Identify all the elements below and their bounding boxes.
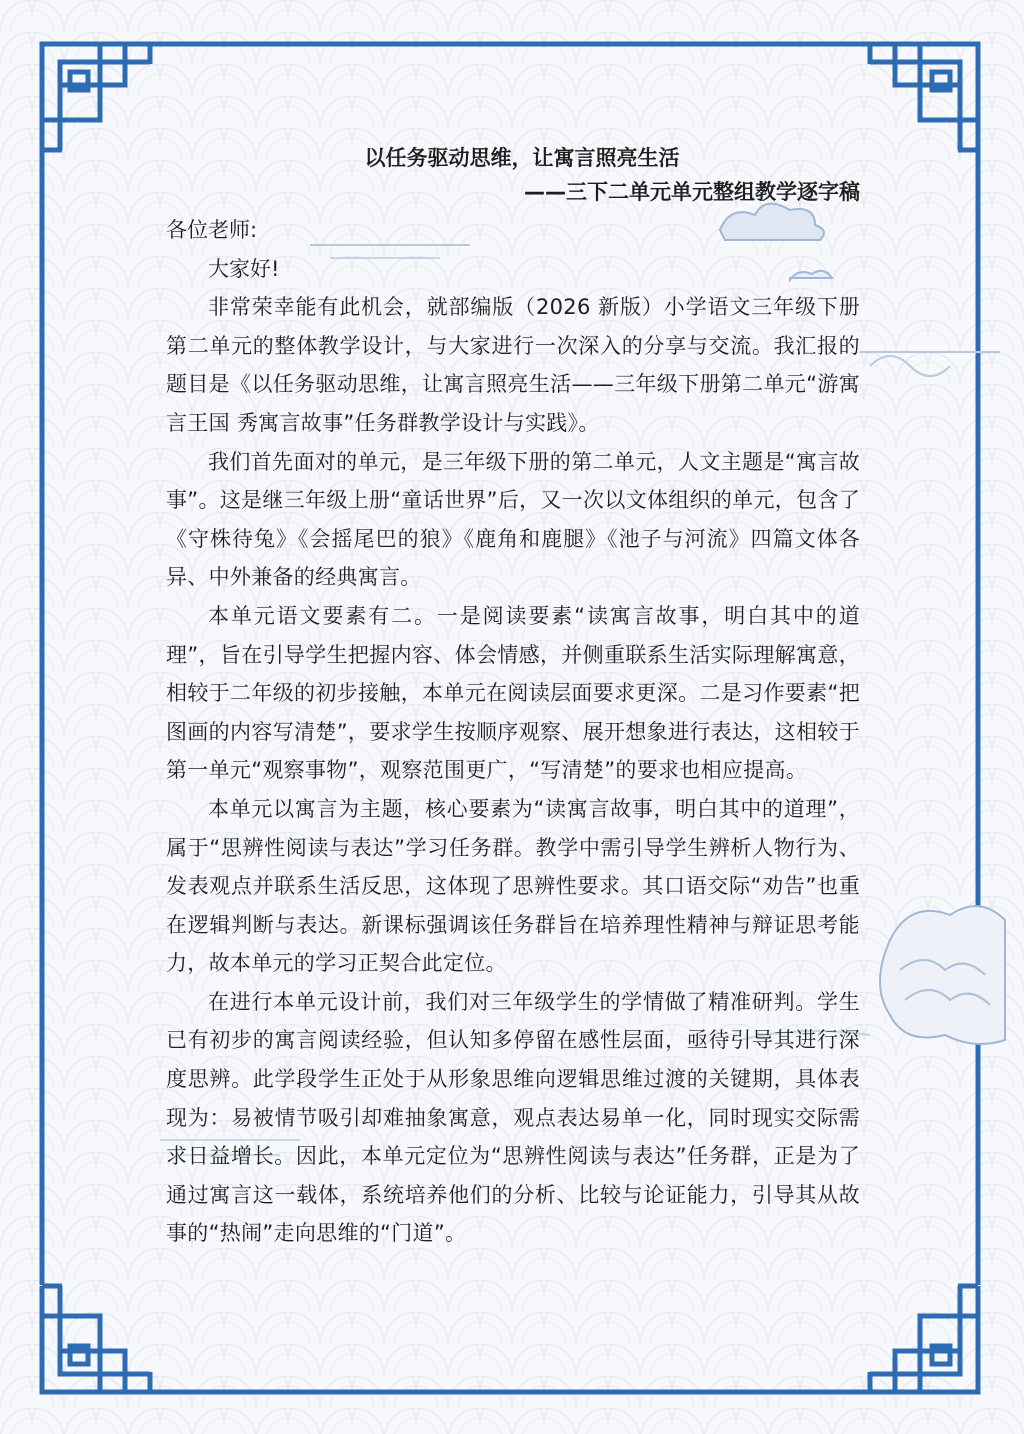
corner-ornament-bottom-left [42,1286,150,1392]
paragraph-unit-overview: 我们首先面对的单元，是三年级下册的第二单元，人文主题是“寓言故事”。这是继三年级上册“童话世界”后，又一次以文体组织的单元，包含了《守株待兔》《会摇尾巴的狼》《鹿角和鹿腿》《池子与河流》四篇文体各异、中外兼备的经典寓言。 [166,449,860,590]
paragraph-student-analysis: 在进行本单元设计前，我们对三年级学生的学情做了精准研判。学生已有初步的寓言阅读经验，但认知多停留在感性层面，亟待引导其进行深度思辨。此学段学生正处于从形象思维向逻辑思维过渡的关键期，具体表现为：易被情节吸引却难抽象寓意，观点表达易单一化，同时现实交际需求日益增长。因此，本单元定位为“思辨性阅读与表达”任务群，正是为了通过寓言这一载体，系统培养他们的分析、比较与论证能力，引导其从故事的“热闹”走向思维的“门道”。 [166,989,860,1246]
corner-ornament-bottom-right [870,1286,978,1392]
paragraph-intro: 非常荣幸能有此机会，就部编版（2026 新版）小学语文三年级下册第二单元的整体教学设计，与大家进行一次深入的分享与交流。我汇报的题目是《以任务驱动思维，让寓言照亮生活——三年级下册第二单元“游寓言王国 秀寓言故事”任务群教学设计与实践》。 [166,295,860,435]
greeting: 大家好! [208,256,280,281]
corner-ornament-top-right [870,44,978,150]
document-subtitle: ——三下二单元单元整组教学逐字稿 [524,180,860,204]
paragraph-task-group: 本单元以寓言为主题，核心要素为“读寓言故事，明白其中的道理”，属于“思辨性阅读与表达”学习任务群。教学中需引导学生辨析人物行为、发表观点并联系生活反思，这体现了思辨性要求。其口语交际“劝告”也重在逻辑判断与表达。新课标强调该任务群旨在培养理性精神与辩证思考能力，故本单元的学习正契合此定位。 [166,796,860,976]
corner-ornament-top-left [42,44,150,150]
document-title: 以任务驱动思维，让寓言照亮生活 [364,146,680,170]
paragraph-language-elements: 本单元语文要素有二。一是阅读要素“读寓言故事，明白其中的道理”，旨在引导学生把握内容、体会情感，并侧重联系生活实际理解寓意，相较于二年级的初步接触，本单元在阅读层面要求更深。二是习作要素“把图画的内容写清楚”，要求学生按顺序观察、展开想象进行表达，这相较于第一单元“观察事物”，观察范围更广，“写清楚”的要求也相应提高。 [166,603,860,783]
document-body [166,141,860,1253]
salutation: 各位老师: [166,218,258,242]
